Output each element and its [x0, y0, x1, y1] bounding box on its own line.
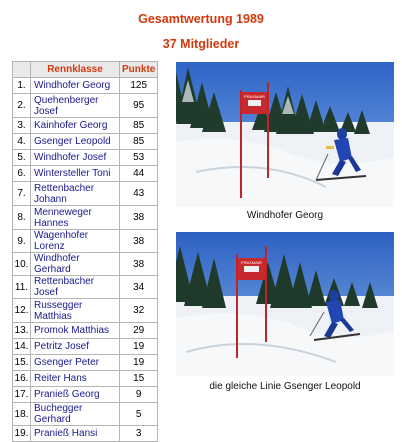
- rank-cell: 11.: [13, 276, 31, 299]
- table-row: [13, 426, 158, 442]
- table-row: [13, 206, 158, 230]
- table-row: [13, 323, 158, 339]
- name-cell: Reiter Hans: [31, 371, 120, 387]
- points-cell: 38: [120, 253, 158, 276]
- points-cell: 125: [120, 78, 158, 94]
- rank-cell: 17.: [13, 387, 31, 403]
- header-points: Punkte: [120, 62, 158, 78]
- points-cell: 44: [120, 166, 158, 182]
- table-row: [13, 299, 158, 323]
- table-row: [13, 230, 158, 253]
- name-cell: Gsenger Leopold: [31, 134, 120, 150]
- rank-cell: 6.: [13, 166, 31, 182]
- rank-cell: 13.: [13, 323, 31, 339]
- table-row: [13, 253, 158, 276]
- rank-cell: 15.: [13, 355, 31, 371]
- name-cell: Rettenbacher Johann: [31, 182, 120, 206]
- table-row: [13, 276, 158, 299]
- table-row: [13, 94, 158, 118]
- table-row: [13, 355, 158, 371]
- points-cell: 15: [120, 371, 158, 387]
- photo-caption-1: Windhofer Georg: [246, 210, 324, 221]
- rank-cell: 19.: [13, 426, 31, 442]
- table-row: [13, 403, 158, 426]
- name-cell: Buchegger Gerhard: [31, 403, 120, 426]
- name-cell: Pranieß Georg: [31, 387, 120, 403]
- rank-cell: 5.: [13, 150, 31, 166]
- rank-cell: 2.: [13, 94, 31, 118]
- rank-cell: 1.: [13, 78, 31, 94]
- points-cell: 19: [120, 355, 158, 371]
- table-row: [13, 150, 158, 166]
- name-cell: Gsenger Peter: [31, 355, 120, 371]
- table-row: [13, 371, 158, 387]
- name-cell: Windhofer Gerhard: [31, 253, 120, 276]
- rank-cell: 7.: [13, 182, 31, 206]
- points-cell: 29: [120, 323, 158, 339]
- name-cell: Rettenbacher Josef: [31, 276, 120, 299]
- header-class: Rennklasse: [31, 62, 120, 78]
- points-cell: 19: [120, 339, 158, 355]
- points-cell: 95: [120, 94, 158, 118]
- gate-banner-1: PRAXMAIR: [244, 94, 265, 99]
- ski-photo-2: [176, 232, 394, 376]
- points-cell: 43: [120, 182, 158, 206]
- points-cell: 85: [120, 134, 158, 150]
- name-cell: Windhofer Georg: [31, 78, 120, 94]
- rank-cell: 3.: [13, 118, 31, 134]
- points-cell: 3: [120, 426, 158, 442]
- rank-cell: 8.: [13, 206, 31, 230]
- photo-caption-2: die gleiche Linie Gsenger Leopold: [209, 381, 361, 392]
- name-cell: Russegger Matthias: [31, 299, 120, 323]
- points-cell: 85: [120, 118, 158, 134]
- rank-cell: 9.: [13, 230, 31, 253]
- table-row: [13, 134, 158, 150]
- table-row: [13, 387, 158, 403]
- rank-cell: 18.: [13, 403, 31, 426]
- rank-cell: 14.: [13, 339, 31, 355]
- member-count: 37 Mitglieder: [162, 37, 240, 51]
- rank-cell: 4.: [13, 134, 31, 150]
- name-cell: Wagenhofer Lorenz: [31, 230, 120, 253]
- table-row: [13, 339, 158, 355]
- header-rank: [13, 62, 31, 78]
- name-cell: Kainhofer Georg: [31, 118, 120, 134]
- name-cell: Wintersteller Toni: [31, 166, 120, 182]
- name-cell: Pranieß Hansi: [31, 426, 120, 442]
- points-cell: 32: [120, 299, 158, 323]
- points-cell: 34: [120, 276, 158, 299]
- points-cell: 38: [120, 230, 158, 253]
- name-cell: Promok Matthias: [31, 323, 120, 339]
- ranking-table: [12, 61, 158, 442]
- points-cell: 9: [120, 387, 158, 403]
- ski-photo-1: [176, 62, 394, 207]
- rank-cell: 16.: [13, 371, 31, 387]
- gate-banner-2: PRAXMAIR: [241, 260, 262, 265]
- points-cell: 5: [120, 403, 158, 426]
- name-cell: Quehenberger Josef: [31, 94, 120, 118]
- points-cell: 38: [120, 206, 158, 230]
- name-cell: Petritz Josef: [31, 339, 120, 355]
- page-title: Gesamtwertung 1989: [138, 12, 264, 26]
- table-row: [13, 118, 158, 134]
- table-row: [13, 182, 158, 206]
- name-cell: Windhofer Josef: [31, 150, 120, 166]
- table-row: [13, 78, 158, 94]
- name-cell: Menneweger Hannes: [31, 206, 120, 230]
- rank-cell: 12.: [13, 299, 31, 323]
- table-row: [13, 166, 158, 182]
- rank-cell: 10.: [13, 253, 31, 276]
- table-header-row: [13, 62, 158, 78]
- points-cell: 53: [120, 150, 158, 166]
